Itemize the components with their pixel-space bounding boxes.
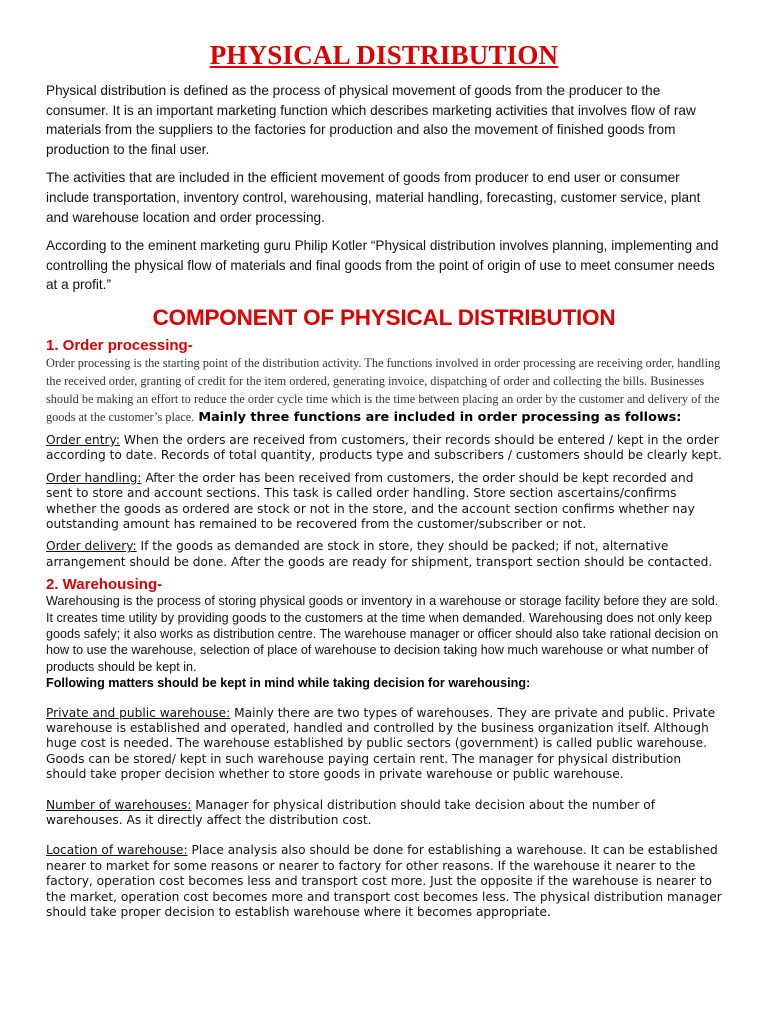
order-item-delivery [46, 539, 722, 570]
warehousing-body: Warehousing is the process of storing physical goods or inventory in a warehouse or storage facility before they are sold. It creates time utility by providing goods to the customers at the time when demanded. Warehousing does not only keep goods safely; it also works as distribution centre. The warehouse manager or officer should also take rational decision on how to use the warehouse, selection of place of warehouse to decision taking how much warehouse or what number of products should be kept in. [46, 594, 719, 674]
location-warehouse-text: Place analysis also should be done for establishing a warehouse. It can be established nearer to market for some reasons or nearer to factory for other reasons. If the warehouse it nearer to the factory, operation cost becomes less and transport cost more. Just the opposite if the warehouse is nearer to the market, operation cost becomes more and transport cost becomes less. The physical distribution manager should take proper decision to establish warehouse where it becomes appropriate. [46, 843, 722, 920]
order-item-handling [46, 471, 722, 533]
order-entry-label: Order entry: [46, 432, 120, 447]
document-page [46, 40, 722, 927]
intro-paragraph-2: The activities that are included in the efficient movement of goods from producer to end user or consumer include transportation, inventory control, warehousing, material handling, forecasting, customer service, plant and warehouse location and order processing. [46, 170, 701, 225]
order-item-entry [46, 433, 722, 464]
order-processing-lead: Mainly three functions are included in order processing as follows: [198, 409, 682, 425]
intro-paragraph-3: According to the eminent marketing guru Philip Kotler “Physical distribution involves planning, implementing and controlling the physical flow of materials and final goods from the point of origin of use to meet consumer needs at a profit.” [46, 238, 719, 293]
order-delivery-label: Order delivery: [46, 539, 137, 554]
private-public-text: Mainly there are two types of warehouses. They are private and public. Private warehouse is established and operated, handled and controlled by the business organization itself. Although huge cost is needed. The warehouse established by public sectors (government) is called public warehouse. Goods can be stored/ kept in such warehouse paying certain rent. The manager for physical distribution should take proper decision whether to store goods in private warehouse or public warehouse. [46, 705, 716, 782]
components-heading: COMPONENT OF PHYSICAL DISTRIBUTION [152, 304, 616, 330]
order-delivery-text: If the goods as demanded are stock in store, they should be packed; if not, alternative arrangement should be done. After the goods are ready for shipment, transport section should be contacted. [46, 539, 713, 569]
page-title: PHYSICAL DISTRIBUTION [209, 40, 559, 70]
private-public-label: Private and public warehouse: [46, 705, 231, 720]
order-handling-label: Order handling: [46, 470, 142, 485]
order-processing-heading: 1. Order processing- [46, 336, 193, 354]
order-processing-intro [46, 354, 722, 426]
warehousing-lead: Following matters should be kept in mind while taking decision for warehousing: [46, 676, 531, 691]
warehouse-item-private-public [46, 706, 722, 783]
number-warehouses-text: Manager for physical distribution should take decision about the number of warehouses. As it directly affect the distribution cost. [46, 797, 656, 828]
number-warehouses-label: Number of warehouses: [46, 797, 192, 812]
order-handling-text: After the order has been received from customers, the order should be kept recorded and sent to store and account sections. This task is called order handling. Store section ascertains/confirms whether the goods as ordered are stock or not in the store, and the account section confirms whether nay outstanding amount has remained to be recovered from the customer/subscriber or not. [46, 470, 695, 531]
intro-paragraph-1: Physical distribution is defined as the process of physical movement of goods from the producer to the consumer. It is an important marketing function which describes marketing activities that involves flow of raw materials from the suppliers to the factories for production and also the movement of finished goods from production to the final user. [46, 83, 696, 157]
order-entry-text: When the orders are received from customers, their records should be entered / kept in the order according to date. Records of total quantity, products type and subscribers / customers should be clearly kept. [46, 432, 722, 463]
warehousing-heading: 2. Warehousing- [46, 576, 163, 594]
warehouse-item-location [46, 843, 722, 920]
location-warehouse-label: Location of warehouse: [46, 843, 188, 858]
warehouse-item-number [46, 798, 722, 829]
order-processing-body: Order processing is the starting point of the distribution activity. The functions involved in order processing are receiving order, handling the received order, granting of credit for the item ordered, generating invoice, dispatching of order and collecting the bills. Businesses should be making an effort to reduce the order cycle time which is the time between placing an order by the customer and delivery of the goods at the customer’s place. [46, 355, 721, 424]
